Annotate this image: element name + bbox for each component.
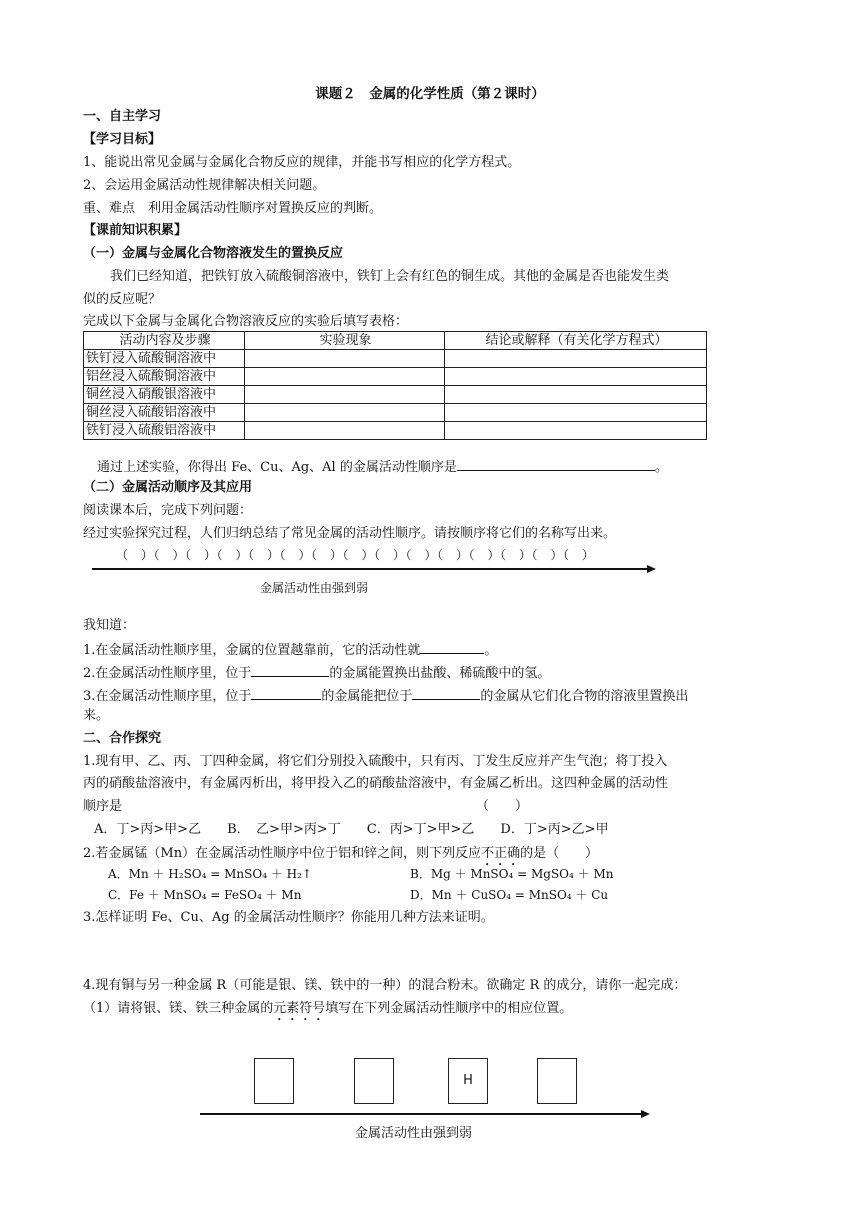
table-row xyxy=(84,422,707,440)
q2-option-d: D．Mn ＋ CuSO₄ = MnSO₄ ＋ Cu xyxy=(410,888,609,902)
know-2-end: 的金属能置换出盐酸、稀硫酸中的氢。 xyxy=(329,666,551,681)
table-header-row xyxy=(84,332,707,350)
table-cell: 铁钉浸入硫酸铜溶液中 xyxy=(84,350,245,368)
know-3 xyxy=(83,687,688,703)
answer-box-1[interactable] xyxy=(254,1058,294,1104)
table-row xyxy=(84,386,707,404)
table-cell: 铁钉浸入硫酸铝溶液中 xyxy=(84,422,245,440)
para1-line1: 我们已经知道，把铁钉放入硫酸铜溶液中，铁钉上会有红色的铜生成。其他的金属是否也能发生类 xyxy=(110,269,670,284)
goal-2: 2、会运用金属活动性规律解决相关问题。 xyxy=(83,178,326,193)
q2-option-a: A．Mn ＋ H₂SO₄ = MnSO₄ ＋ H₂↑ xyxy=(108,867,312,881)
table-cell-blank[interactable] xyxy=(245,404,445,422)
know-3-blank-1[interactable] xyxy=(251,687,321,700)
q1-answer-paren[interactable]: （ ） xyxy=(476,799,529,814)
summary-line: 经过实验探究过程，人们归纳总结了常见金属的活动性顺序。请按顺序将它们的名称写出来。 xyxy=(83,526,617,541)
table-cell-blank[interactable] xyxy=(245,422,445,440)
metal-brackets[interactable]: （ ）（ ）（ ）（ ）（ ）（ ）（ ）（ ）（ ）（ ）（ ）（ ）（ ）（ ）（ ） xyxy=(116,548,595,562)
arrow-head-icon xyxy=(641,1110,650,1118)
focus-line: 重、难点 利用金属活动性顺序对置换反应的判断。 xyxy=(83,201,383,216)
para1-line2: 似的反应呢？ xyxy=(83,292,162,307)
table-row xyxy=(84,404,707,422)
know-1-blank[interactable] xyxy=(420,641,484,654)
q4: 4.现有铜与另一种金属 R（可能是银、镁、铁中的一种）的混合粉末。欲确定 R 的成分，请你一起完成： xyxy=(83,978,687,993)
table-header-cell: 实验现象 xyxy=(245,332,445,350)
table-cell: 铜丝浸入硝酸银溶液中 xyxy=(84,386,245,404)
q3: 3.怎样证明 Fe、Cu、Ag 的金属活动性顺序？你能用几种方法来证明。 xyxy=(83,910,494,925)
answer-box-3[interactable] xyxy=(537,1058,577,1104)
table-cell: 铝丝浸入硫酸铜溶液中 xyxy=(84,368,245,386)
activity-arrow-2 xyxy=(200,1113,641,1115)
table-header-cell: 结论或解释（有关化学方程式） xyxy=(445,332,707,350)
know-1-end: 。 xyxy=(484,643,498,658)
table-row xyxy=(84,350,707,368)
know-1-text: 1.在金属活动性顺序里，金属的位置越靠前，它的活动性就 xyxy=(83,643,421,658)
table-cell-blank[interactable] xyxy=(445,350,707,368)
goals-heading: 【学习目标】 xyxy=(83,132,162,147)
table-cell: 铜丝浸入硫酸铝溶液中 xyxy=(84,404,245,422)
know-2 xyxy=(83,664,550,680)
arrow-label-2: 金属活动性由强到弱 xyxy=(355,1126,473,1141)
sub1-heading: （一）金属与金属化合物溶液发生的置换反应 xyxy=(83,246,344,261)
q1-line3: 顺序是 xyxy=(83,799,123,814)
know-heading: 我知道： xyxy=(83,618,136,633)
q2-text: 2.若金属锰（Mn）在金属活动性顺序中位于铝和锌之间，则下列反应 xyxy=(83,846,482,861)
section2-heading: 二、合作探究 xyxy=(83,731,162,746)
read-line: 阅读课本后，完成下列问题： xyxy=(83,503,253,518)
know-3-mid: 的金属能把位于 xyxy=(321,689,413,704)
prior-heading: 【课前知识积累】 xyxy=(83,223,188,238)
answer-box-2[interactable] xyxy=(354,1058,394,1104)
know-1 xyxy=(83,641,497,657)
q1-line2: 丙的硝酸盐溶液中，有金属丙析出，将甲投入乙的硝酸盐溶液中，有金属乙析出。这四种金属的活动性 xyxy=(83,776,669,791)
q4-sub1-end: 填写在下列金属活动性顺序中的相应位置。 xyxy=(325,1001,573,1016)
table-cell-blank[interactable] xyxy=(245,350,445,368)
hydrogen-box: H xyxy=(448,1058,488,1104)
table-cell-blank[interactable] xyxy=(245,386,445,404)
table-cell-blank[interactable] xyxy=(445,404,707,422)
activity-arrow-1 xyxy=(92,568,647,570)
q1-line1: 1.现有甲、乙、丙、丁四种金属，将它们分别投入硫酸中，只有丙、丁发生反应并产生气泡；将丁投入 xyxy=(83,754,668,769)
experiment-table xyxy=(83,331,707,440)
table-cell-blank[interactable] xyxy=(445,386,707,404)
section1-heading: 一、自主学习 xyxy=(83,109,162,124)
table-cell-blank[interactable] xyxy=(245,368,445,386)
table-header-cell: 活动内容及步骤 xyxy=(84,332,245,350)
q2-stem xyxy=(83,846,598,869)
arrow-head-icon xyxy=(647,565,656,573)
q4-sub1-text: （1）请将银、镁、铁三种金属的 xyxy=(83,1001,274,1016)
q2-option-b: B．Mg ＋ MnSO₄ = MgSO₄ ＋ Mn xyxy=(410,867,614,881)
know-3-blank-2[interactable] xyxy=(412,687,480,700)
table-row xyxy=(84,368,707,386)
know-2-blank[interactable] xyxy=(251,664,329,677)
answer-blank[interactable] xyxy=(457,458,655,471)
after-table-end: 。 xyxy=(654,460,668,475)
know-3-end: 的金属从它们化合物的溶液里置换出 xyxy=(480,689,689,704)
q2-emphasis: 不正确 xyxy=(481,846,521,861)
page-title: 课题２ 金属的化学性质（第２课时） xyxy=(315,86,545,102)
q2-paren: 的是（ ） xyxy=(520,846,599,861)
q4-sub1-emphasis: 元素符号 xyxy=(273,1001,326,1016)
goal-1: 1、能说出常见金属与金属化合物反应的规律，并能书写相应的化学方程式。 xyxy=(83,155,521,170)
para2: 完成以下金属与金属化合物溶液反应的实验后填写表格： xyxy=(83,314,409,329)
table-cell-blank[interactable] xyxy=(445,422,707,440)
know-2-text: 2.在金属活动性顺序里，位于 xyxy=(83,666,252,681)
table-cell-blank[interactable] xyxy=(445,368,707,386)
know-3-wrap: 来。 xyxy=(83,708,110,723)
q2-option-c: C．Fe ＋ MnSO₄ = FeSO₄ ＋ Mn xyxy=(108,888,302,902)
q4-sub1 xyxy=(83,1001,572,1024)
q1-options: A．丁>丙>甲>乙 B． 乙>甲>丙>丁 C．丙>丁>甲>乙 D．丁>丙>乙>甲 xyxy=(94,822,609,837)
sub2-heading: （二）金属活动顺序及其应用 xyxy=(83,480,253,495)
after-table-text: 通过上述实验，你得出 Fe、Cu、Ag、Al 的金属活动性顺序是 xyxy=(97,460,457,475)
after-table-line xyxy=(97,458,668,474)
arrow-label-1: 金属活动性由强到弱 xyxy=(260,581,369,595)
know-3-text: 3.在金属活动性顺序里，位于 xyxy=(83,689,252,704)
